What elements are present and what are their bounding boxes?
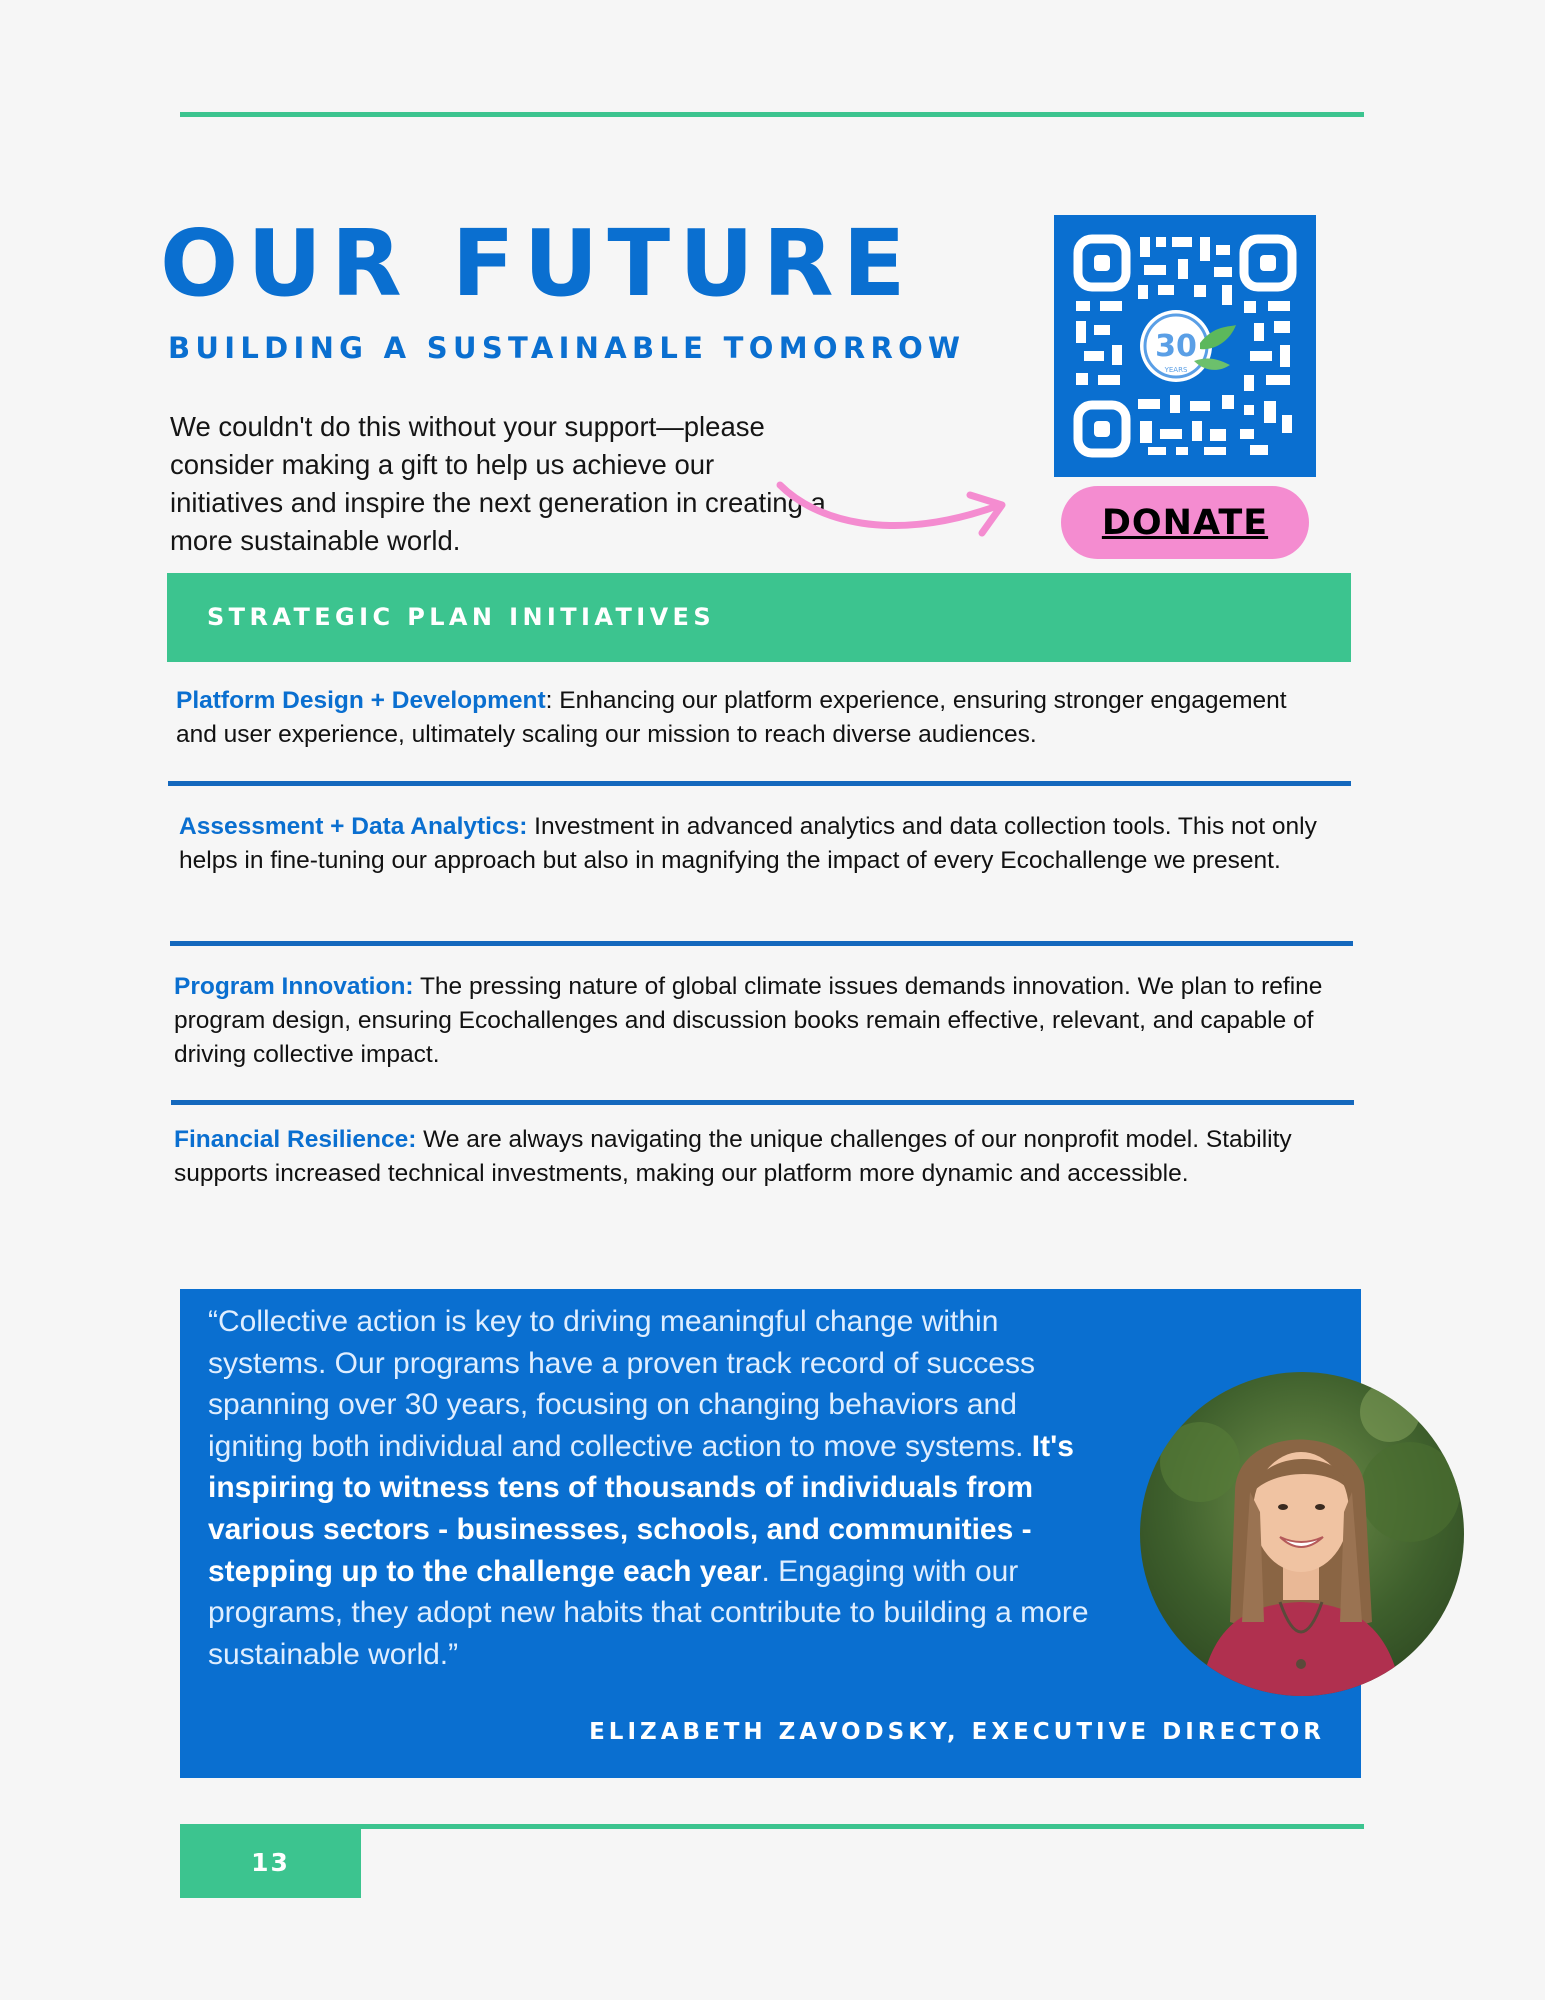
donate-button-label: DONATE (1101, 502, 1269, 543)
initiative-program-innovation (174, 970, 1364, 1072)
director-photo (1140, 1372, 1464, 1696)
initiative-platform-design (176, 684, 1306, 752)
initiative-text: Investment in advanced analytics and data collection tools. This not only helps in fine-tuning our approach but also in magnifying the impact of every Ecochallenge we present. (179, 813, 1317, 874)
quote-text: “Collective action is key to driving meaningful change within systems. Our programs have a proven track record of success spanning over 30 years, focusing on changing behaviors and igniting both individual and collective action to move systems. (208, 1305, 1035, 1463)
qr-badge-caption: YEARS (1164, 366, 1188, 374)
initiative-lead: Financial Resilience: (174, 1126, 417, 1153)
director-quote (208, 1301, 1108, 1675)
initiative-financial-resilience (174, 1123, 1324, 1191)
initiative-assessment-analytics (179, 810, 1349, 878)
top-divider (180, 112, 1364, 117)
donation-qr-code[interactable] (1054, 215, 1316, 477)
initiative-divider (171, 1100, 1354, 1105)
qr-code-icon (1054, 215, 1316, 477)
quote-text-end: . Engaging with our programs, they adopt new habits that contribute to building a more sustainable world.” (208, 1554, 1089, 1671)
initiative-divider (168, 781, 1351, 786)
donate-button[interactable] (1061, 486, 1309, 559)
section-header (167, 573, 1351, 662)
section-title: STRATEGIC PLAN INITIATIVES (207, 603, 716, 631)
initiative-divider (170, 941, 1353, 946)
initiative-text: We are always navigating the unique challenges of our nonprofit model. Stability supports increased technical investments, making our platform more dynamic and accessible. (174, 1126, 1292, 1187)
page-number: 13 (251, 1847, 290, 1877)
initiative-text: The pressing nature of global climate issues demands innovation. We plan to refine program design, ensuring Ecochallenges and discussion books remain effective, relevant, and capable of driving collective impact. (174, 973, 1323, 1068)
intro-paragraph: We couldn't do this without your support—please consider making a gift to help us achieve our initiatives and inspire the next generation in creating a more sustainable world. (170, 411, 826, 556)
quote-attribution: ELIZABETH ZAVODSKY, EXECUTIVE DIRECTOR (589, 1719, 1325, 1745)
initiative-lead: Program Innovation: (174, 973, 414, 1000)
quote-emphasis: It's inspiring to witness tens of thousands of individuals from various sectors - businesses, schools, and communities - stepping up to the challenge each year (208, 1429, 1074, 1588)
qr-badge-number: 30 (1155, 329, 1197, 364)
page-subtitle: BUILDING A SUSTAINABLE TOMORROW (168, 331, 966, 365)
page-title: OUR FUTURE (160, 210, 915, 317)
initiative-lead: Assessment + Data Analytics: (179, 813, 528, 840)
initiative-lead: Platform Design + Development (176, 687, 546, 714)
arrow-icon (770, 465, 1020, 555)
page-number-badge (180, 1826, 361, 1898)
initiative-text: : Enhancing our platform experience, ensuring stronger engagement and user experience, ultimately scaling our mission to reach diverse audiences. (176, 687, 1287, 748)
